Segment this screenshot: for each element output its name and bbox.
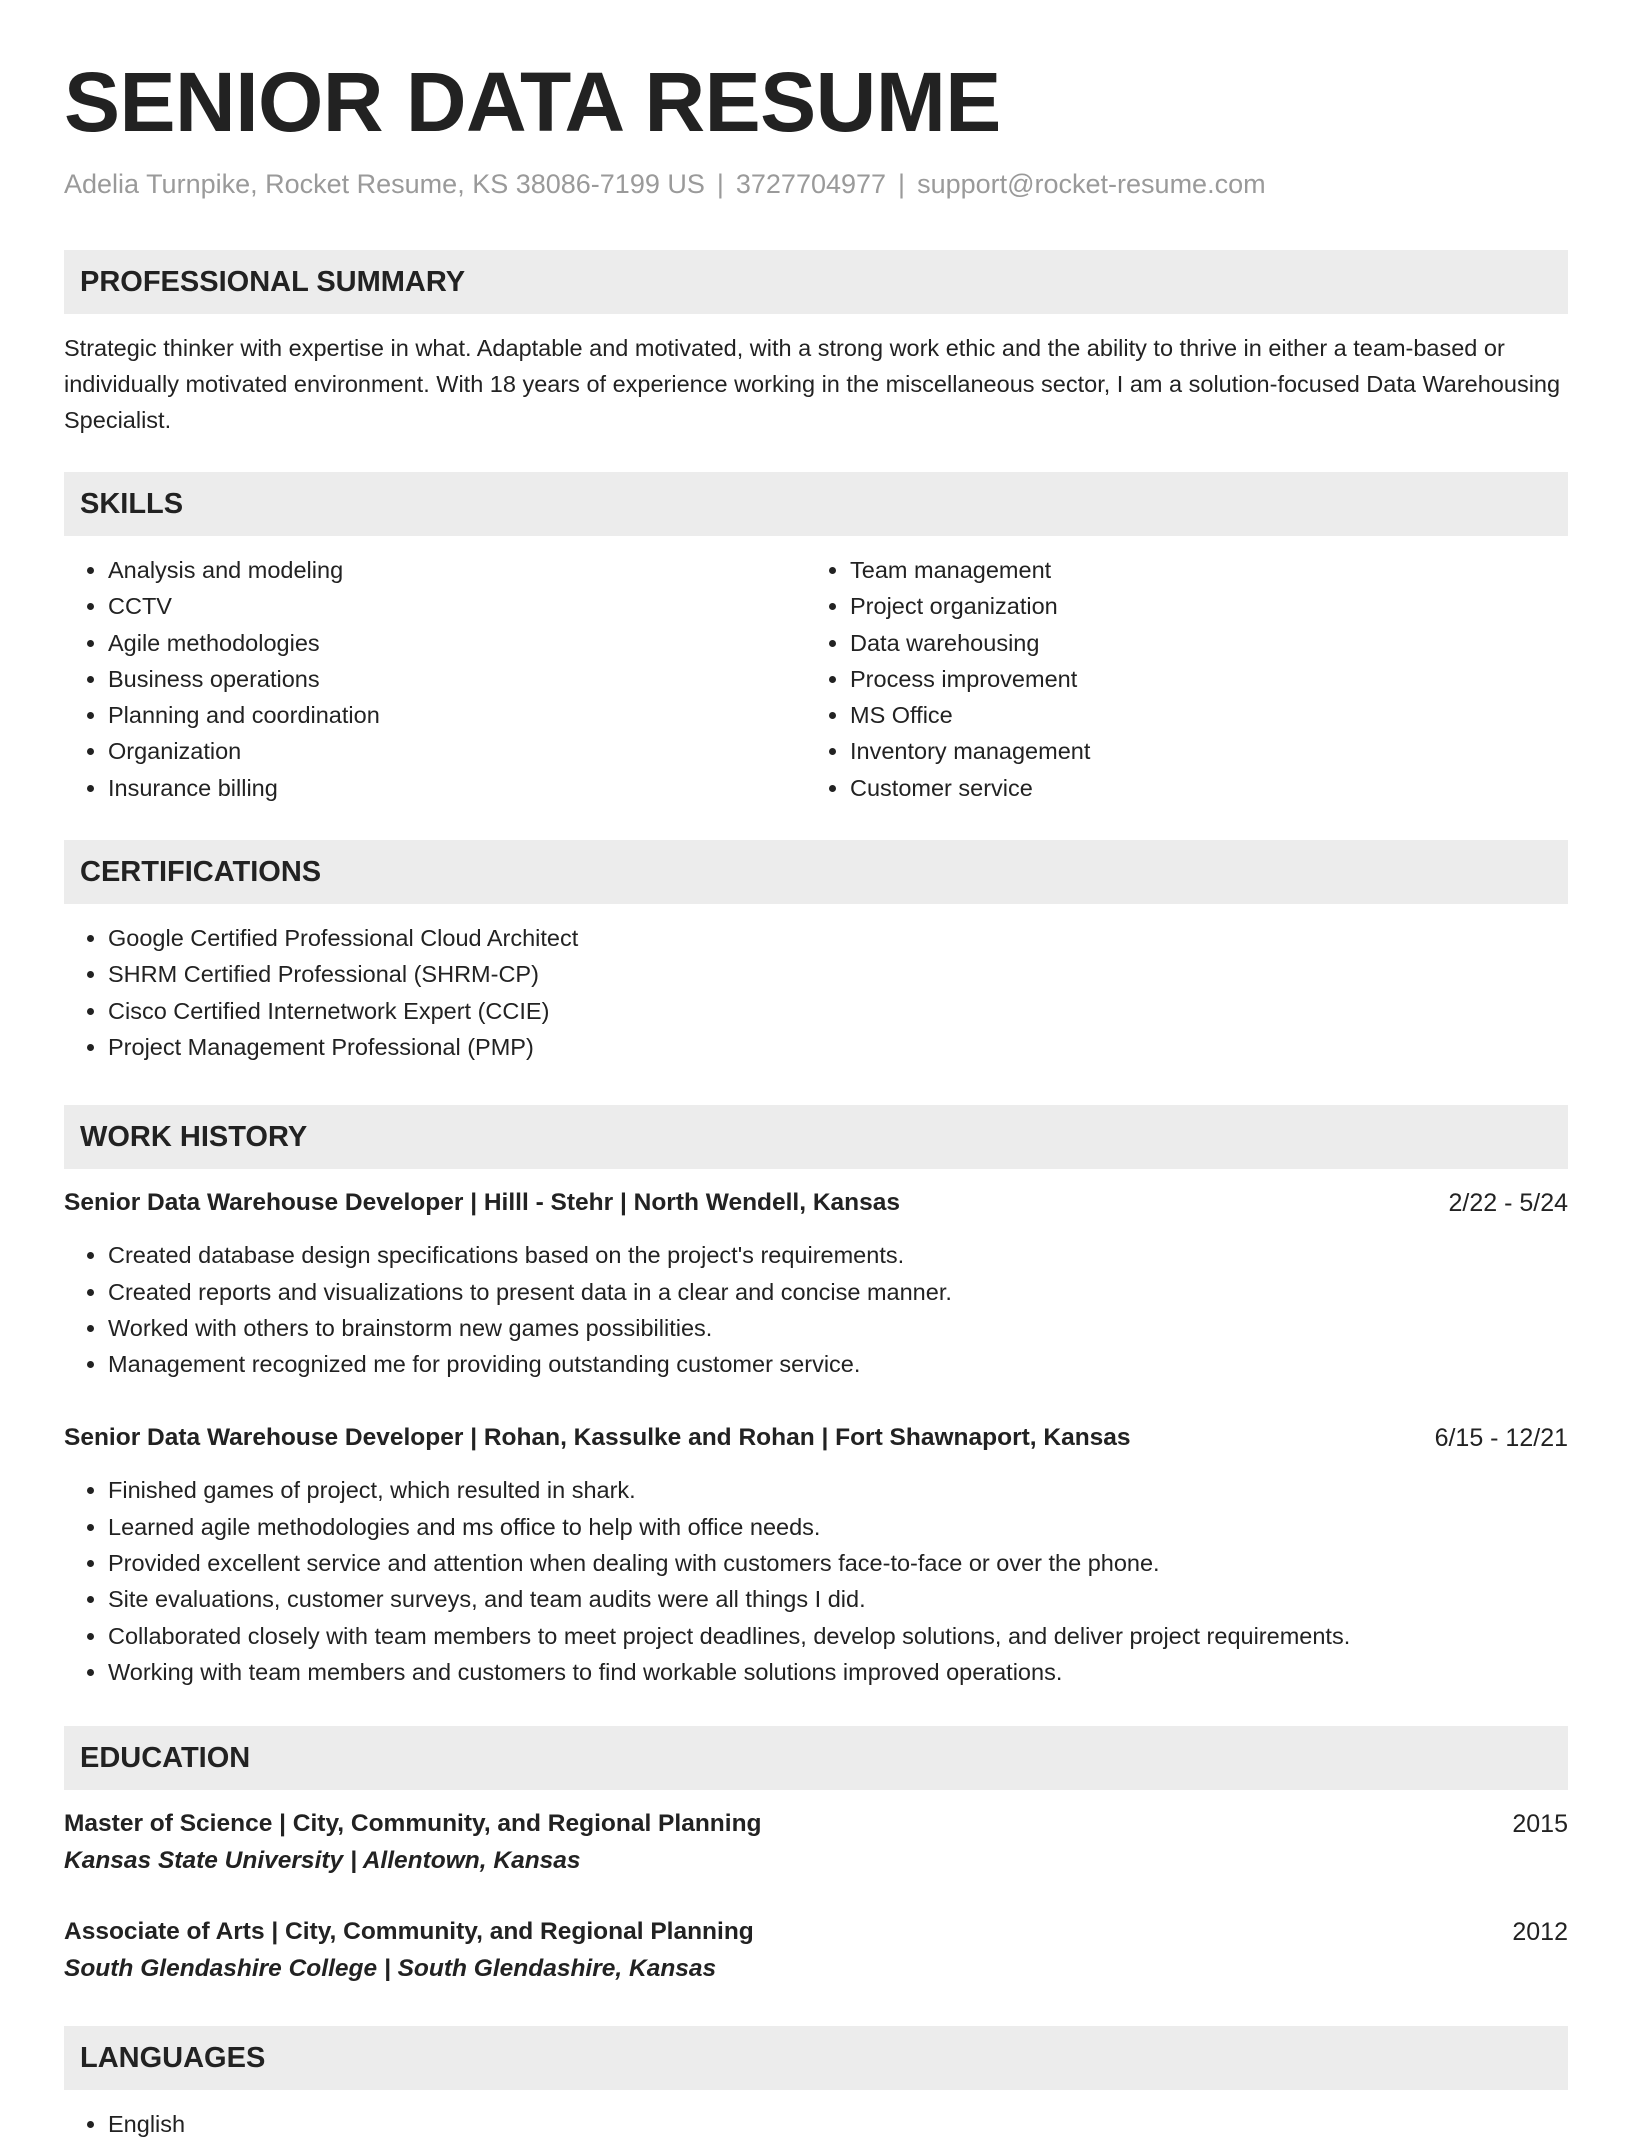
skill-item: • Process improvement [850,661,1548,697]
certifications-list [64,920,1568,1065]
contact-phone: 3727704977 [735,169,887,199]
section-header-summary: PROFESSIONAL SUMMARY [64,250,1568,314]
job-bullets [64,1472,1568,1690]
skill-item: • Analysis and modeling [108,552,806,588]
section-header-skills: SKILLS [64,472,1568,536]
section-header-languages: LANGUAGES [64,2026,1568,2090]
skills-columns [64,552,1568,806]
contact-email: support@rocket-resume.com [917,169,1266,199]
skill-item: • Inventory management [850,733,1548,769]
job-bullet: • Provided excellent service and attention when dealing with customers face-to-face or over the phone. [108,1545,1568,1581]
certification-item: • Project Management Professional (PMP) [108,1029,1568,1065]
education-degree: Master of Science | City, Community, and Regional Planning [64,1810,762,1838]
contact-address: Adelia Turnpike, Rocket Resume, KS 38086-7199 US [64,169,705,199]
job-bullet: • Created database design specifications based on the project's requirements. [108,1237,1568,1273]
job-header [64,1185,1568,1221]
education-year: 2012 [1512,1918,1568,1947]
skill-item: • CCTV [108,588,806,624]
job-bullet: • Learned agile methodologies and ms office to help with office needs. [108,1509,1568,1545]
education-list [64,1806,1568,1988]
education-school: South Glendashire College | South Glendashire, Kansas [64,1955,717,1983]
job-dates: 2/22 - 5/24 [1448,1189,1568,1218]
skill-item: • Project organization [850,588,1548,624]
certification-item: • SHRM Certified Professional (SHRM-CP) [108,956,1568,992]
summary-text: Strategic thinker with expertise in what. Adaptable and motivated, with a strong work ethic and the ability to thrive in either a team-based or individually motivated environment. With 18 years of experience working in the miscellaneous sector, I am a solution-focused Data Warehousing Specialist. [64,335,1561,433]
job-entry [64,1185,1568,1382]
education-degree: Associate of Arts | City, Community, and Regional Planning [64,1918,754,1946]
education-school: Kansas State University | Allentown, Kansas [64,1847,581,1875]
job-bullet: • Finished games of project, which resulted in shark. [108,1472,1568,1508]
skill-item: • Organization [108,733,806,769]
contact-line [64,166,1568,202]
section-header-education: EDUCATION [64,1726,1568,1790]
contact-separator: | [898,169,906,199]
skill-item: • Team management [850,552,1548,588]
certification-item: • Google Certified Professional Cloud Architect [108,920,1568,956]
skills-right-list [806,552,1548,806]
skill-item: • Customer service [850,770,1548,806]
job-bullet: • Collaborated closely with team members to meet project deadlines, develop solutions, and deliver project requirements. [108,1618,1568,1654]
job-bullet: • Worked with others to brainstorm new games possibilities. [108,1310,1568,1346]
job-title: Senior Data Warehouse Developer | Hilll - Stehr | North Wendell, Kansas [64,1189,901,1217]
skills-left-list [64,552,806,806]
certification-item: • Cisco Certified Internetwork Expert (CCIE) [108,993,1568,1029]
skill-item: • Data warehousing [850,625,1548,661]
job-header [64,1420,1568,1456]
contact-separator: | [716,169,724,199]
job-bullet: • Management recognized me for providing outstanding customer service. [108,1346,1568,1382]
job-bullet: • Working with team members and customers to find workable solutions improved operations. [108,1654,1568,1690]
section-header-work-history: WORK HISTORY [64,1105,1568,1169]
language-item: • English [108,2106,1568,2142]
skill-item: • MS Office [850,697,1548,733]
skill-item: • Planning and coordination [108,697,806,733]
education-header [64,1806,1568,1842]
job-entry [64,1420,1568,1690]
resume-page [64,52,1568,2143]
education-entry [64,1806,1568,1880]
job-title: Senior Data Warehouse Developer | Rohan, Kassulke and Rohan | Fort Shawnaport, Kansas [64,1424,1131,1452]
education-header [64,1914,1568,1950]
job-bullet: • Created reports and visualizations to present data in a clear and concise manner. [108,1274,1568,1310]
job-bullets [64,1237,1568,1382]
job-bullet: • Site evaluations, customer surveys, and team audits were all things I did. [108,1581,1568,1617]
education-entry [64,1914,1568,1988]
education-year: 2015 [1512,1810,1568,1839]
skill-item: • Business operations [108,661,806,697]
section-header-certifications: CERTIFICATIONS [64,840,1568,904]
skill-item: • Insurance billing [108,770,806,806]
job-dates: 6/15 - 12/21 [1434,1424,1568,1453]
skill-item: • Agile methodologies [108,625,806,661]
resume-title: SENIOR DATA RESUME [64,55,1001,149]
